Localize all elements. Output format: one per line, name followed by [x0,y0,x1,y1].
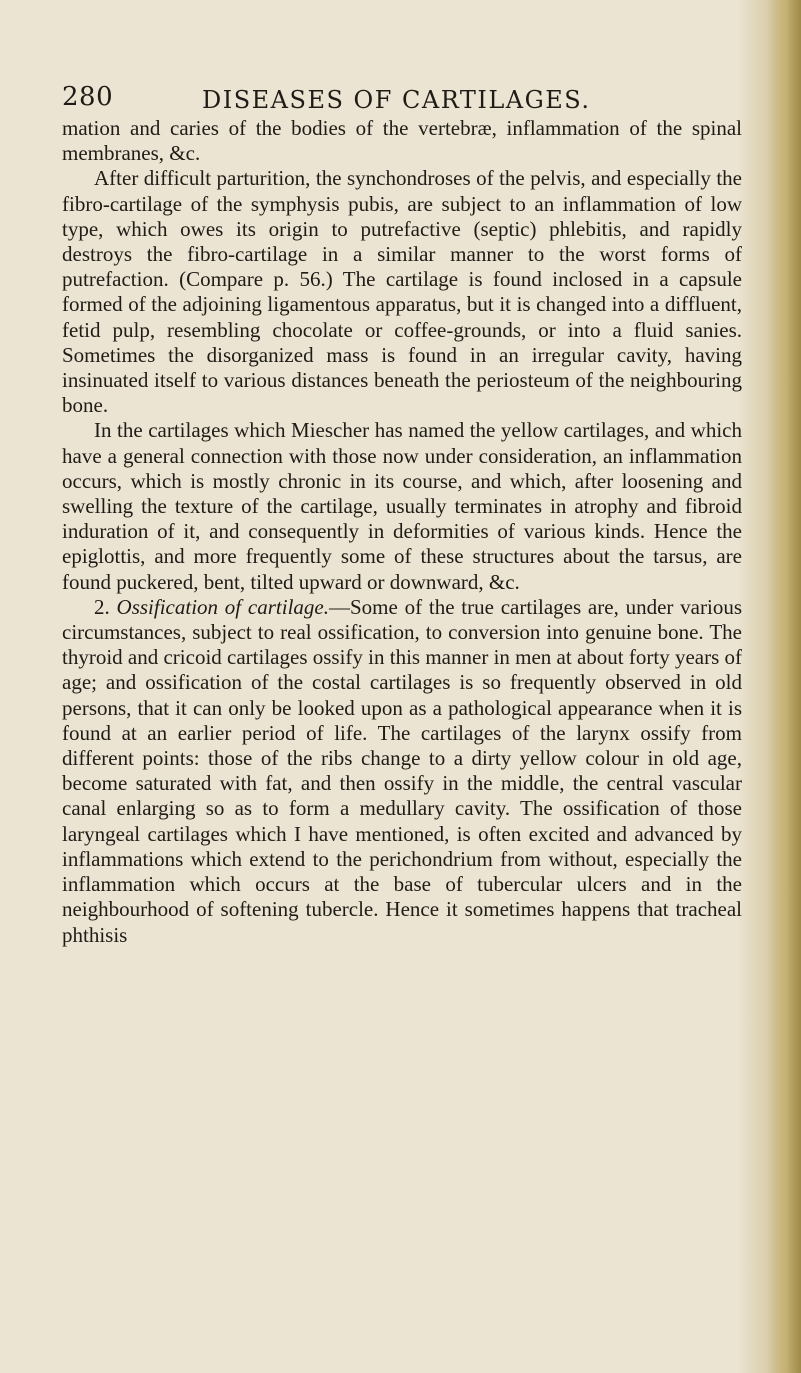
paragraph-3: In the cartilages which Miescher has named the yellow cartilages, and which have a general connection with those now under consideration, an inflammation occurs, which is mostly chronic in its course, and which, after loosening and swelling the texture of the cartilage, usually terminates in atrophy and fibroid induration of it, and consequently in deformities of various kinds. Hence the epiglottis, and more frequently some of these structures about the tarsus, are found puckered, bent, tilted upward or downward, &c. [62,418,742,594]
running-title: DISEASES OF CARTILAGES. [202,86,591,114]
page-edge-stain [767,0,801,1373]
paragraph-2: After difficult parturition, the synchondroses of the pelvis, and especially the fibro-cartilage of the symphysis pubis, are subject to an inflammation of low type, which owes its origin to putrefactive (septic) phlebitis, and rapidly destroys the fibro-cartilage in a similar manner to the worst forms of putrefaction. (Compare p. 56.) The cartilage is found inclosed in a capsule formed of the adjoining ligamentous apparatus, but it is changed into a diffluent, fetid pulp, resembling chocolate or coffee-grounds, or into a fluid sanies. Sometimes the disorganized mass is found in an irregular cavity, having insinuated itself to various distances beneath the periosteum of the neighbouring bone. [62,166,742,418]
section-heading: Ossification of cartilage. [116,594,329,619]
paragraph-1: mation and caries of the bodies of the vertebræ, inflammation of the spinal membranes, &c. [62,116,742,166]
section-number: 2. [94,594,110,619]
body-text [62,116,742,948]
paragraph-4 [62,595,742,948]
page-number: 280 [62,82,114,112]
paragraph-4-text: —Some of the true cartilages are, under various circumstances, subject to real ossification, to conversion into genuine bone. The thyroid and cricoid cartilages ossify in this manner in men at about forty years of age; and ossification of the costal cartilages is so frequently observed in old persons, that it can only be looked upon as a pathological appearance when it is found at an earlier period of life. The cartilages of the larynx ossify from different points: those of the ribs change to a dirty yellow colour in old age, become saturated with fat, and then ossify in the middle, the central vascular canal enlarging so as to form a medullary cavity. The ossification of those laryngeal cartilages which I have mentioned, is often excited and advanced by inflammations which extend to the perichondrium from without, especially the inflammation which occurs at the base of tubercular ulcers and in the neighbourhood of softening tubercle. Hence it sometimes happens that tracheal phthisis [62,594,743,947]
